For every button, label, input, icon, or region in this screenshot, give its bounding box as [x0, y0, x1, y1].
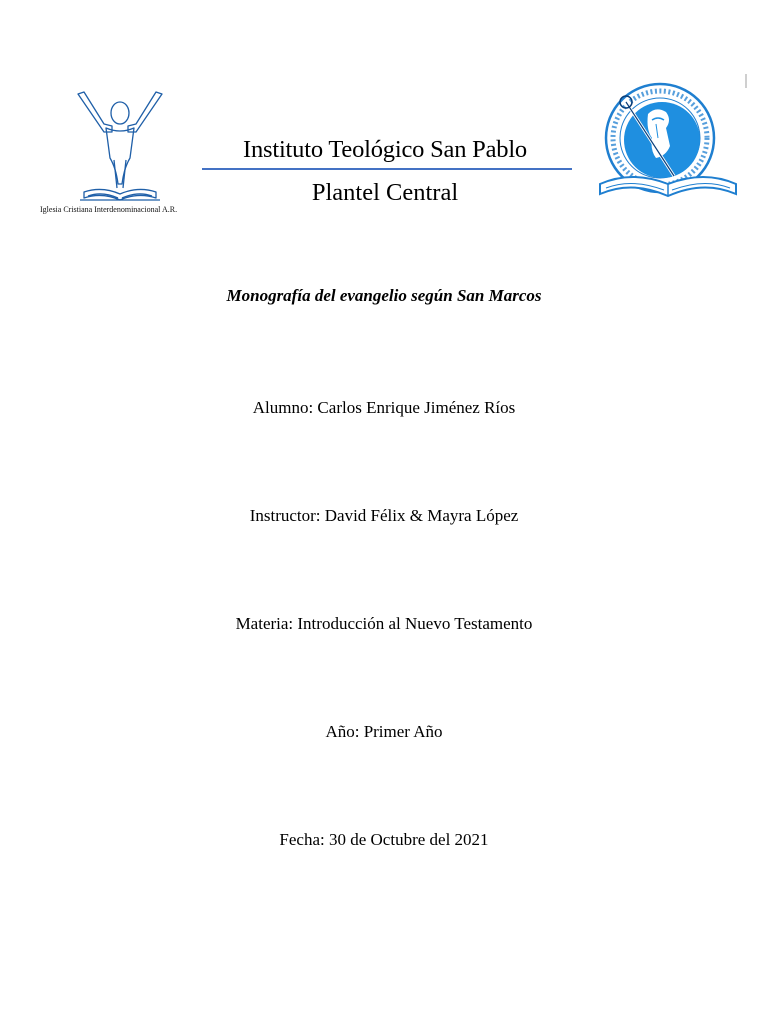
raised-arms-figure-icon [70, 88, 170, 204]
institution-header [200, 132, 570, 216]
campus-name: Plantel Central [311, 179, 459, 206]
church-logo-caption: Iglesia Cristiana Interdenominacional A.R. [40, 205, 178, 214]
page-edge-mark [745, 74, 747, 88]
seminary-seal-icon [596, 80, 741, 205]
document-title: Monografía del evangelio según San Marcos [226, 286, 542, 305]
church-logo [40, 88, 200, 218]
student-line: Alumno: Carlos Enrique Jiménez Ríos [252, 398, 516, 417]
year-line: Año: Primer Año [325, 722, 443, 741]
date-line: Fecha: 30 de Octubre del 2021 [279, 830, 489, 849]
seminary-seal [596, 80, 741, 205]
instructor-line: Instructor: David Félix & Mayra López [249, 506, 519, 525]
institute-name: Instituto Teológico San Pablo [243, 136, 527, 163]
subject-line: Materia: Introducción al Nuevo Testamento [235, 614, 533, 633]
